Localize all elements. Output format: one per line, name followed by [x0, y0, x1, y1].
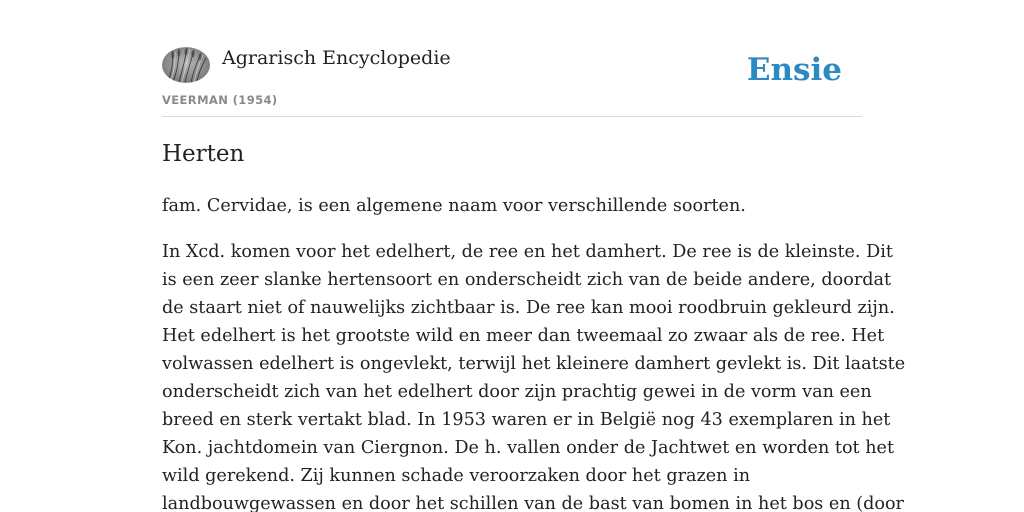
article-title: Herten	[162, 141, 245, 167]
body-line: onderscheidt zich van het edelhert door zijn prachtig gewei in de vorm van een	[162, 382, 872, 402]
ensie-logo-link[interactable]: Ensie	[746, 52, 842, 88]
author-label: VEERMAN (1954)	[162, 93, 278, 107]
body-line: breed en sterk vertakt blad. In 1953 waren er in België nog 43 exemplaren in het	[162, 410, 891, 430]
encyclopedia-title[interactable]: Agrarisch Encyclopedie	[222, 47, 451, 69]
article-body	[162, 238, 906, 512]
body-line: wild gerekend. Zij kunnen schade veroorzaken door het grazen in	[162, 466, 751, 486]
body-line: In Xcd. komen voor het edelhert, de ree en het damhert. De ree is de kleinste. Dit	[162, 242, 893, 262]
body-line: landbouwgewassen en door het schillen van de bast van bomen in het bos en (door	[162, 494, 904, 512]
body-line: Kon. jachtdomein van Ciergnon. De h. vallen onder de Jachtwet en worden tot het	[162, 438, 895, 458]
body-line: de staart niet of nauwelijks zichtbaar is. De ree kan mooi roodbruin gekleurd zijn.	[162, 298, 895, 318]
article	[162, 137, 906, 512]
article-intro: fam. Cervidae, is een algemene naam voor verschillende soorten.	[162, 196, 746, 216]
wheat-ears-icon[interactable]	[162, 47, 210, 83]
body-line: is een zeer slanke hertensoort en onderscheidt zich van de beide andere, doordat	[162, 270, 892, 290]
body-line: Het edelhert is het grootste wild en meer dan tweemaal zo zwaar als de ree. Het	[162, 326, 885, 346]
header	[162, 46, 862, 117]
body-line: volwassen edelhert is ongevlekt, terwijl het kleinere damhert gevlekt is. Dit laatste	[162, 354, 906, 374]
